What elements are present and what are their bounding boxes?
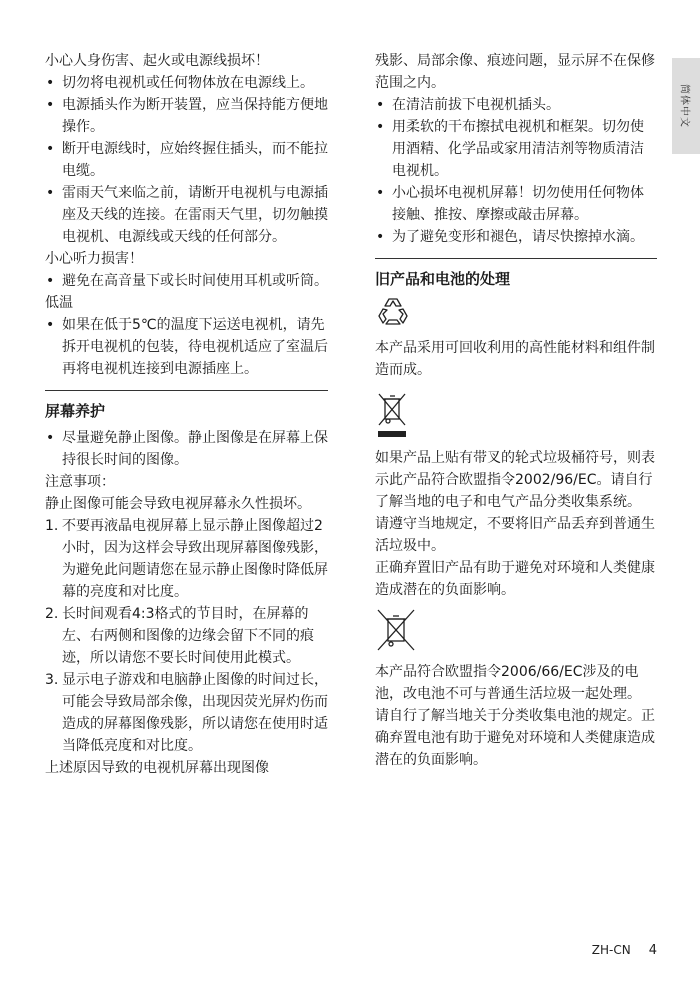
list-item: • 为了避免变形和褪色，请尽快擦掉水滴。 bbox=[375, 226, 657, 248]
weee-text-2: 请遵守当地规定，不要将旧产品丢弃到普通生活垃圾中。 bbox=[375, 516, 655, 554]
left-column bbox=[45, 50, 328, 779]
list-item: • 在清洁前拔下电视机插头。 bbox=[375, 94, 657, 116]
continuation-text: 残影、局部余像、痕迹问题，显示屏不在保修范围之内。 bbox=[375, 53, 655, 91]
numbered-item bbox=[45, 603, 328, 669]
page-number: 4 bbox=[648, 943, 657, 958]
page-footer bbox=[592, 943, 657, 958]
hearing-list bbox=[45, 270, 328, 292]
list-item: • 电源插头作为断开装置，应当保持能方便地操作。 bbox=[45, 94, 328, 138]
item-text: 长时间观看4:3格式的节目时，在屏幕的左、右两侧和图像的边缘会留下不同的痕迹，所以请您不要长时间使用此模式。 bbox=[62, 606, 314, 666]
lowtemp-list bbox=[45, 314, 328, 380]
item-number: 3. bbox=[45, 672, 59, 688]
list-item: • 切勿将电视机或任何物体放在电源线上。 bbox=[45, 72, 328, 94]
weee-text-1: 如果产品上贴有带叉的轮式垃圾桶符号，则表示此产品符合欧盟指令2002/96/EC。请自行了解当地的电子和电气产品分类收集系统。 bbox=[375, 450, 655, 510]
list-item: • 避免在高音量下或长时间使用耳机或听筒。 bbox=[45, 270, 328, 292]
footer-lang: ZH-CN bbox=[591, 943, 631, 957]
notes-label: 注意事项： bbox=[45, 474, 115, 490]
section-divider bbox=[375, 258, 657, 259]
item-text: 显示电子游戏和电脑静止图像的时间过长，可能会导致局部余像，出现因荧光屏灼伤而造成的屏幕图像残影，所以请您在使用时适当降低亮度和对比度。 bbox=[62, 672, 328, 754]
screen-list bbox=[45, 427, 328, 471]
item-number: 1. bbox=[45, 518, 59, 534]
numbered-item bbox=[45, 515, 328, 603]
low-temp-heading: 低温 bbox=[45, 295, 73, 311]
weee-text-3: 正确弃置旧产品有助于避免对环境和人类健康造成潜在的负面影响。 bbox=[375, 560, 655, 598]
notes-intro: 静止图像可能会导致电视屏幕永久性损坏。 bbox=[45, 496, 311, 512]
injury-list bbox=[45, 72, 328, 248]
warning-injury: 小心人身伤害、起火或电源线损坏！ bbox=[45, 53, 269, 69]
screen-care-title: 屏幕养护 bbox=[45, 402, 106, 420]
list-item: • 小心损坏电视机屏幕！切勿使用任何物体接触、推按、摩擦或敲击屏幕。 bbox=[375, 182, 657, 226]
warning-hearing: 小心听力损害！ bbox=[45, 251, 143, 267]
recycle-icon bbox=[375, 295, 411, 329]
disposal-title: 旧产品和电池的处理 bbox=[375, 270, 511, 288]
numbered-item bbox=[45, 669, 328, 757]
list-item: • 断开电源线时，应始终握住插头，而不能拉电缆。 bbox=[45, 138, 328, 182]
list-item: • 尽量避免静止图像。静止图像是在屏幕上保持很长时间的图像。 bbox=[45, 427, 328, 471]
language-tab-label: 简体中文 bbox=[678, 84, 690, 128]
section-divider bbox=[45, 390, 328, 391]
recycle-text: 本产品采用可回收利用的高性能材料和组件制造而成。 bbox=[375, 340, 655, 378]
numbered-list bbox=[45, 515, 328, 757]
battery-text-2: 请自行了解当地关于分类收集电池的规定。正确弃置电池有助于避免对环境和人类健康造成潜在的负面影响。 bbox=[375, 708, 655, 768]
list-item: • 如果在低于5℃的温度下运送电视机，请先拆开电视机的包装，待电视机适应了室温后再将电视机连接到电源插座上。 bbox=[45, 314, 328, 380]
list-item: • 用柔软的干布擦拭电视机和框架。切勿使用酒精、化学品或家用清洁剂等物质清洁电视机。 bbox=[375, 116, 657, 182]
item-number: 2. bbox=[45, 606, 59, 622]
battery-text-1: 本产品符合欧盟指令2006/66/EC涉及的电池，改电池不可与普通生活垃圾一起处理。 bbox=[375, 664, 641, 702]
item-text: 不要再液晶电视屏幕上显示静止图像超过2小时，因为这样会导致出现屏幕图像残影，为避免此问题请您在显示静止图像时降低屏幕的亮度和对比度。 bbox=[62, 518, 328, 600]
battery-bin-icon bbox=[375, 607, 417, 653]
cleaning-list bbox=[375, 94, 657, 248]
weee-bin-icon bbox=[375, 391, 411, 439]
language-tab bbox=[672, 58, 700, 154]
tail-text: 上述原因导致的电视机屏幕出现图像 bbox=[45, 760, 269, 776]
list-item: • 雷雨天气来临之前，请断开电视机与电源插座及天线的连接。在雷雨天气里，切勿触摸电视机、电源线或天线的任何部分。 bbox=[45, 182, 328, 248]
right-column bbox=[375, 50, 657, 771]
